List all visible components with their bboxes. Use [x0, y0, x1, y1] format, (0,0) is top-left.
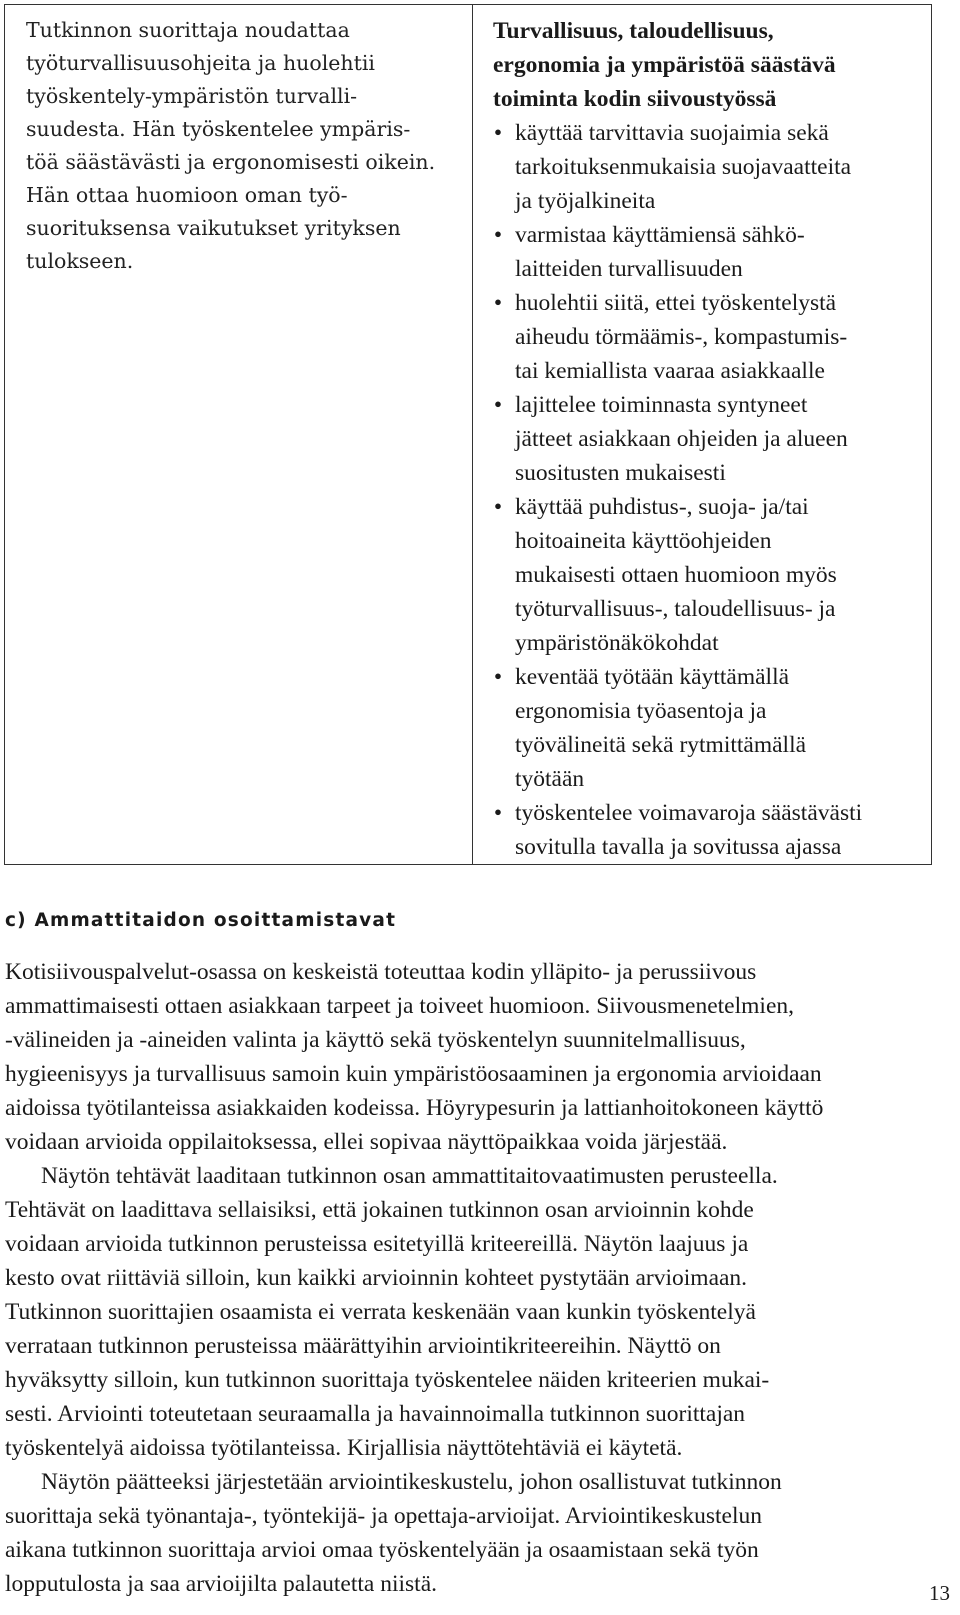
description-line: tulokseen.: [26, 249, 134, 273]
paragraph-line: työskentelyä aidoissa työtilanteissa. Kirjallisia näyttötehtäviä ei käytetä.: [5, 1435, 683, 1461]
bullet-icon: •: [493, 290, 503, 316]
paragraph-line: verrataan tutkinnon perusteissa määrättyihin arviointikriteereihin. Näyttö on: [5, 1333, 721, 1359]
criteria-description-cell: [26, 14, 466, 278]
bullet-line: keventää työtään käyttämällä: [515, 664, 790, 690]
bullet-icon: •: [493, 222, 503, 248]
bullet-text: [493, 116, 929, 218]
description-line: Hän ottaa huomioon oman työ-: [26, 183, 348, 207]
paragraph-line: hygieenisyys ja turvallisuus samoin kuin ympäristöosaaminen ja ergonomia arvioidaan: [5, 1061, 822, 1087]
criteria-heading: [493, 14, 929, 116]
description-line: työskentely-ympäristön turvalli-: [26, 84, 358, 108]
bullet-icon: •: [493, 800, 503, 826]
paragraph-line: -välineiden ja -aineiden valinta ja käyttö sekä työskentelyn suunnitelmallisuus,: [5, 1027, 746, 1053]
bullet-item: [493, 286, 929, 388]
bullet-line: käyttää puhdistus-, suoja- ja/tai: [515, 494, 809, 520]
bullet-item: [493, 218, 929, 286]
bullet-line: sovitulla tavalla ja sovitussa ajassa: [515, 834, 842, 860]
bullet-line: työtään: [515, 766, 585, 792]
bullet-icon: •: [493, 664, 503, 690]
paragraph-line: Tehtävät on laadittava sellaisiksi, että jokainen tutkinnon osan arvioinnin kohde: [5, 1197, 754, 1223]
bullet-line: ympäristönäkökohdat: [515, 630, 719, 656]
bullet-line: tai kemiallista vaaraa asiakkaalle: [515, 358, 825, 384]
paragraph-line: aidoissa työtilanteissa asiakkaiden kodeissa. Höyrypesurin ja lattianhoitokoneen käyttö: [5, 1095, 824, 1121]
page-number: 13: [929, 1581, 950, 1605]
bullet-line: tarkoituksenmukaisia suojavaatteita: [515, 154, 852, 180]
paragraph-line: voidaan arvioida oppilaitoksessa, ellei sopivaa näyttöpaikkaa voida järjestää.: [5, 1129, 728, 1155]
bullet-icon: •: [493, 120, 503, 146]
bullet-icon: •: [493, 392, 503, 418]
bullet-line: ja työjalkineita: [515, 188, 656, 214]
bullet-line: varmistaa käyttämiensä sähkö-: [515, 222, 805, 248]
paragraph-line: lopputulosta ja saa arvioijilta palautetta niistä.: [5, 1571, 438, 1597]
bullet-item: [493, 116, 929, 218]
bullet-line: käyttää tarvittavia suojaimia sekä: [515, 120, 829, 146]
criteria-detail-cell: [493, 14, 929, 864]
bullet-icon: •: [493, 494, 503, 520]
bullet-line: työvälineitä sekä rytmittämällä: [515, 732, 807, 758]
bullet-line: huolehtii siitä, ettei työskentelystä: [515, 290, 837, 316]
bullet-item: [493, 660, 929, 796]
bullet-line: lajittelee toiminnasta syntyneet: [515, 392, 808, 418]
bullet-line: mukaisesti ottaen huomioon myös: [515, 562, 837, 588]
bullet-text: [493, 218, 929, 286]
description-line: Tutkinnon suorittaja noudattaa: [26, 18, 350, 42]
bullet-line: jätteet asiakkaan ohjeiden ja alueen: [515, 426, 848, 452]
bullet-line: laitteiden turvallisuuden: [515, 256, 743, 282]
bullet-text: [493, 490, 929, 660]
paragraph-line: ammattimaisesti ottaen asiakkaan tarpeet ja toiveet huomioon. Siivousmenetelmien,: [5, 993, 794, 1019]
bullet-line: hoitoaineita käyttöohjeiden: [515, 528, 772, 554]
bullet-line: ergonomisia työasentoja ja: [515, 698, 767, 724]
paragraph-line: aikana tutkinnon suorittaja arvioi omaa työskentelyään ja osaamistaan sekä työn: [5, 1537, 759, 1563]
bullet-text: [493, 796, 929, 864]
paragraph-line: Kotisiivouspalvelut-osassa on keskeistä toteuttaa kodin ylläpito- ja perussiivous: [5, 959, 757, 985]
paragraph-line: sesti. Arviointi toteutetaan seuraamalla ja havainnoimalla tutkinnon suorittajan: [5, 1401, 746, 1427]
table-column-divider: [472, 5, 473, 864]
description-line: suudesta. Hän työskentelee ympäris-: [26, 117, 411, 141]
criteria-table: [4, 4, 932, 865]
bullet-line: suositusten mukaisesti: [515, 460, 726, 486]
paragraph-line: suorittaja sekä työnantaja-, työntekijä- ja opettaja-arvioijat. Arviointikeskustelun: [5, 1503, 763, 1529]
heading-line: toiminta kodin siivoustyössä: [493, 86, 777, 112]
bullet-line: työskentelee voimavaroja säästävästi: [515, 800, 863, 826]
paragraph-line: Näytön tehtävät laaditaan tutkinnon osan ammattitaitovaatimusten perusteella.: [41, 1163, 778, 1189]
paragraph-line: Näytön päätteeksi järjestetään arviointikeskustelu, johon osallistuvat tutkinnon: [41, 1469, 782, 1495]
paragraph-line: voidaan arvioida tutkinnon perusteissa esitetyillä kriteereillä. Näytön laajuus ja: [5, 1231, 749, 1257]
bullet-text: [493, 388, 929, 490]
paragraph-line: hyväksytty silloin, kun tutkinnon suorittaja työskentelee näiden kriteerien mukai-: [5, 1367, 770, 1393]
bullet-line: työturvallisuus-, taloudellisuus- ja: [515, 596, 836, 622]
criteria-bullet-list: [493, 116, 929, 864]
description-line: töä säästävästi ja ergonomisesti oikein.: [26, 150, 436, 174]
bullet-text: [493, 660, 929, 796]
description-line: työturvallisuusohjeita ja huolehtii: [26, 51, 375, 75]
paragraph-line: kesto ovat riittäviä silloin, kun kaikki arvioinnin kohteet pystytään arvioimaan.: [5, 1265, 748, 1291]
section-heading: c) Ammattitaidon osoittamistavat: [5, 910, 397, 931]
bullet-item: [493, 796, 929, 864]
bullet-text: [493, 286, 929, 388]
paragraph-line: Tutkinnon suorittajien osaamista ei verrata keskenään vaan kunkin työskentelyä: [5, 1299, 756, 1325]
bullet-item: [493, 490, 929, 660]
description-line: suorituksensa vaikutukset yrityksen: [26, 216, 401, 240]
heading-line: ergonomia ja ympäristöä säästävä: [493, 52, 836, 78]
bullet-line: aiheudu törmäämis-, kompastumis-: [515, 324, 848, 350]
heading-line: Turvallisuus, taloudellisuus,: [493, 18, 774, 44]
bullet-item: [493, 388, 929, 490]
body-paragraphs: [5, 955, 915, 1601]
